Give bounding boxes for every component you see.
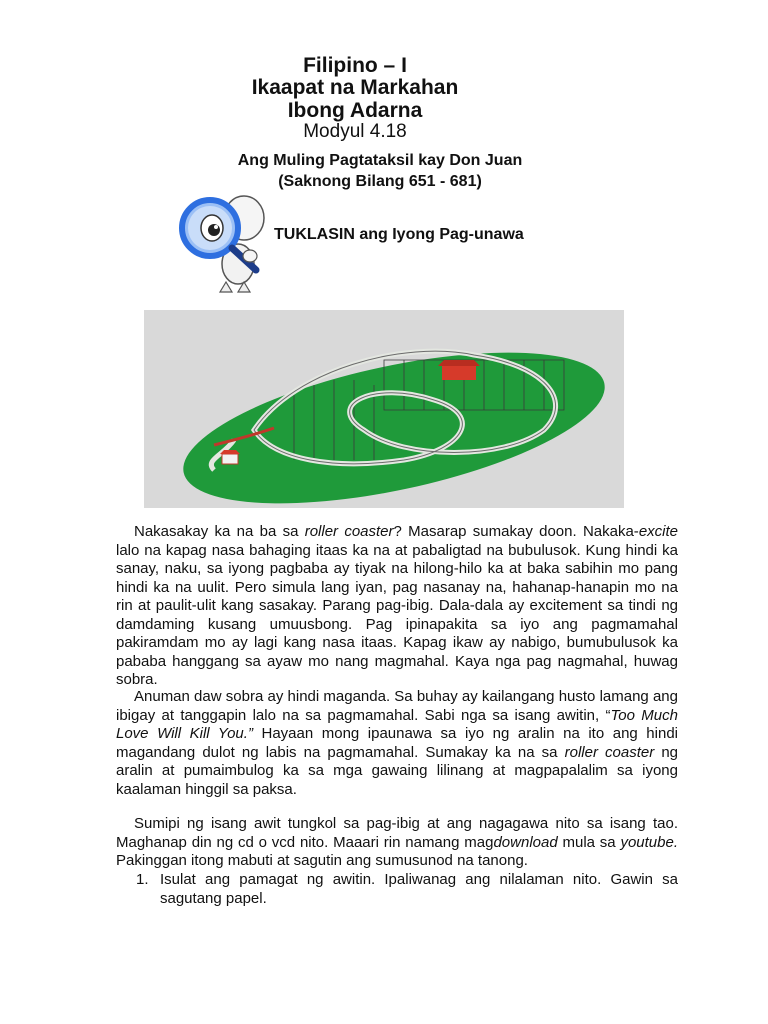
section-heading: TUKLASIN ang Iyong Pag-unawa — [274, 226, 524, 243]
roller-coaster-illustration — [144, 310, 624, 508]
topic-heading: Ibong Adarna — [287, 99, 423, 122]
list-item-text: Isulat ang pamagat ng awitin. Ipaliwanag ang nilalaman nito. Gawin sa sagutang papel. — [160, 871, 678, 907]
document-title: Filipino – I — [303, 54, 407, 77]
lesson-stanzas: (Saknong Bilang 651 - 681) — [278, 173, 482, 190]
quarter-heading: Ikaapat na Markahan — [251, 76, 459, 99]
module-number: Modyul 4.18 — [303, 121, 407, 142]
instruction-paragraph: Sumipi ng isang awit tungkol sa pag-ibig at ang nagagawa nito sa isang tao. Maghanap din ng cd o vcd nito. Maaari rin namang magdownload mula sa youtube. Pakinggan itong mabuti at sagutin ang sumusunod na tanong. — [116, 815, 678, 869]
second-paragraph: Anuman daw sobra ay hindi maganda. Sa buhay ay kailangang husto lamang ang ibigay at tanggapin lalo na sa pagmamahal. Sabi nga sa isang awitin, “Too Much Love Will Kill You.” Hayaan mong ipaunawa sa iyo ng aralin na ito ang hindi magandang dulot ng labis na pagmamahal. Sumakay ka na sa roller coaster ng aralin at pumaimbulog ka sa mga gawaing lilinang at magpapalalim sa iyong kaalaman hinggil sa paksa. — [116, 688, 679, 798]
intro-paragraph: Nakasakay ka na ba sa roller coaster? Masarap sumakay doon. Nakaka-excite lalo na kapag nasa bahaging itaas ka na at pabaligtad na bubulusok. Kung hindi ka sanay, naku, sa iyong pagbaba ay tiyak na hilong-hilo ka at baka sabihin mo pang hindi ka na uulit. Pero simula lang iyan, pag nasanay na, hahanap-hanapin mo na rin at paulit-ulit kang sasakay. Parang pag-ibig. Dala-dala ay excitement sa tindi ng damdaming kusang umuusbong. Pag ipinapakita sa iyo ang pagmamahal pakiramdam mo ay lagi kang nasa itaas. Kapag ikaw ay nabigo, bumubulusok ka pababa hanggang sa ayaw mo nang magmahal. Kaya nga pag nagmahal, huwag sobra. — [116, 523, 678, 688]
lesson-title: Ang Muling Pagtataksil kay Don Juan — [237, 152, 523, 169]
list-item — [136, 871, 678, 908]
magnifier-mascot-icon — [176, 186, 272, 296]
list-item-number: 1. — [136, 871, 149, 888]
